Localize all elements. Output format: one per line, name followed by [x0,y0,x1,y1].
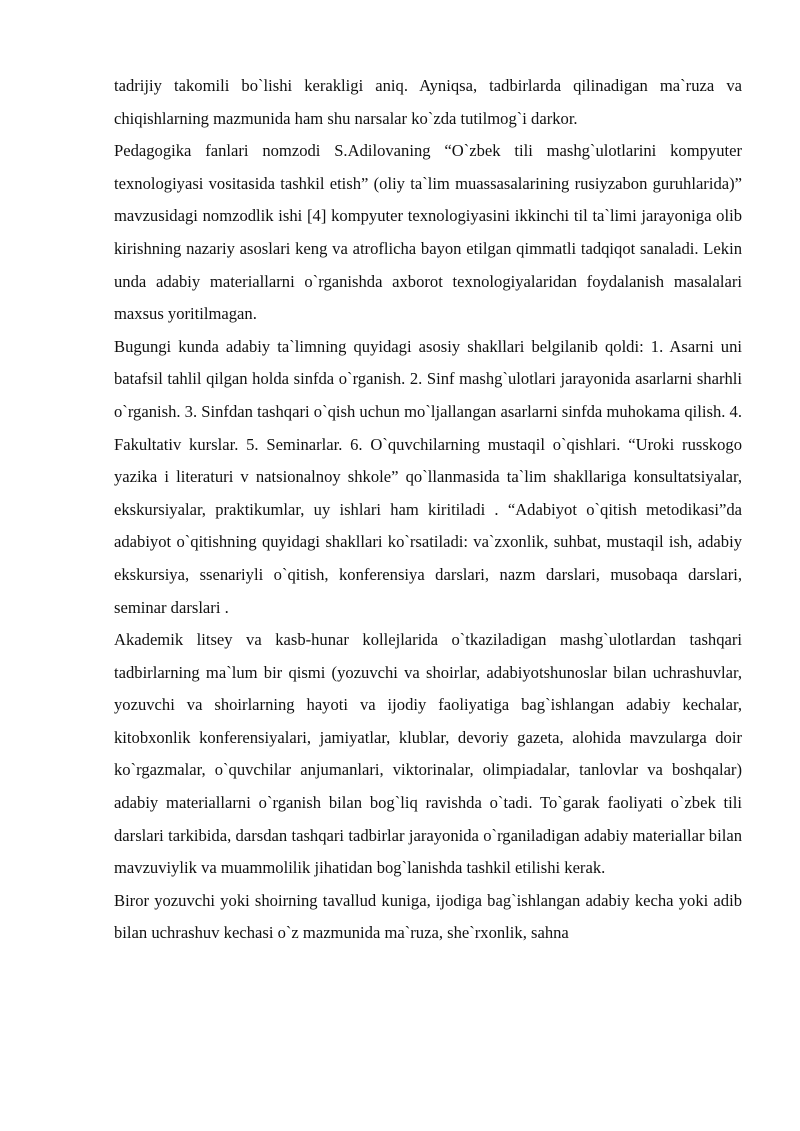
paragraph: Akademik litsey va kasb-hunar kollejlarida o`tkaziladigan mashg`ulotlardan tashqari tadbirlarning ma`lum bir qismi (yozuvchi va shoirlar, adabiyotshunoslar bilan uchrashuvlar, yozuvchi va shoirlarning hayoti va ijodiy faoliyatiga bag`ishlangan adabiy kechalar, kitobxonlik konferensiyalari, jamiyatlar, klublar, devoriy gazeta, alohida mavzularga doir ko`rgazmalar, o`quvchilar anjumanlari, viktorinalar, olimpiadalar, tanlovlar va boshqalar) adabiy materiallarni o`rganish bilan bog`liq ravishda o`tadi. To`garak faoliyati o`zbek tili darslari tarkibida, darsdan tashqari tadbirlar jarayonida o`rganiladigan adabiy materiallar bilan mavzuviylik va muammolilik jihatidan bog`lanishda tashkil etilishi kerak. [114,630,742,878]
paragraph: Pedagogika fanlari nomzodi S.Adilovaning “O`zbek tili mashg`ulotlarini kompyuter texnologiyasi vositasida tashkil etish” (oliy ta`lim muassasalarining rusiyzabon guruhlarida)” mavzusidagi nomzodlik ishi [4] kompyuter texnologiyasini ikkinchi til ta`limi jarayoniga olib kirishning nazariy asoslari keng va atroflicha bayon etilgan qimmatli tadqiqot sanaladi. Lekin unda adabiy materiallarni o`rganishda axborot texnologiyalaridan foydalanish masalalari maxsus yoritilmagan. [114,141,742,324]
paragraph: Bugungi kunda adabiy ta`limning quyidagi asosiy shakllari belgilanib qoldi: 1. Asarni uni batafsil tahlil qilgan holda sinfda o`rganish. 2. Sinf mashg`ulotlari jarayonida asarlarni sharhli o`rganish. 3. Sinfdan tashqari o`qish uchun mo`ljallangan asarlarni sinfda muhokama qilish. 4. Fakultativ kurslar. 5. Seminarlar. 6. O`quvchilarning mustaqil o`qishlari. “Uroki russkogo yazika i literaturi v natsionalnoy shkole” qo`llanmasida ta`lim shakllariga konsultatsiyalar, ekskursiyalar, praktikumlar, uy ishlari ham kiritiladi . “Adabiyot o`qitish metodikasi”da adabiyot o`qitishning quyidagi shakllari ko`rsatiladi: va`zxonlik, suhbat, mustaqil ish, adabiy ekskursiya, ssenariyli o`qitish, konferensiya darslari, nazm darslari, musobaqa darslari, seminar darslari . [114,336,742,617]
paragraph: Biror yozuvchi yoki shoirning tavallud kuniga, ijodiga bag`ishlangan adabiy kecha yoki adib bilan uchrashuv kechasi o`z mazmunida ma`ruza, she`rxonlik, sahna [114,890,742,943]
document-page [114,70,742,950]
paragraph: tadrijiy takomili bo`lishi kerakligi aniq. Ayniqsa, tadbirlarda qilinadigan ma`ruza va chiqishlarning mazmunida ham shu narsalar ko`zda tutilmog`i darkor. [114,76,742,128]
